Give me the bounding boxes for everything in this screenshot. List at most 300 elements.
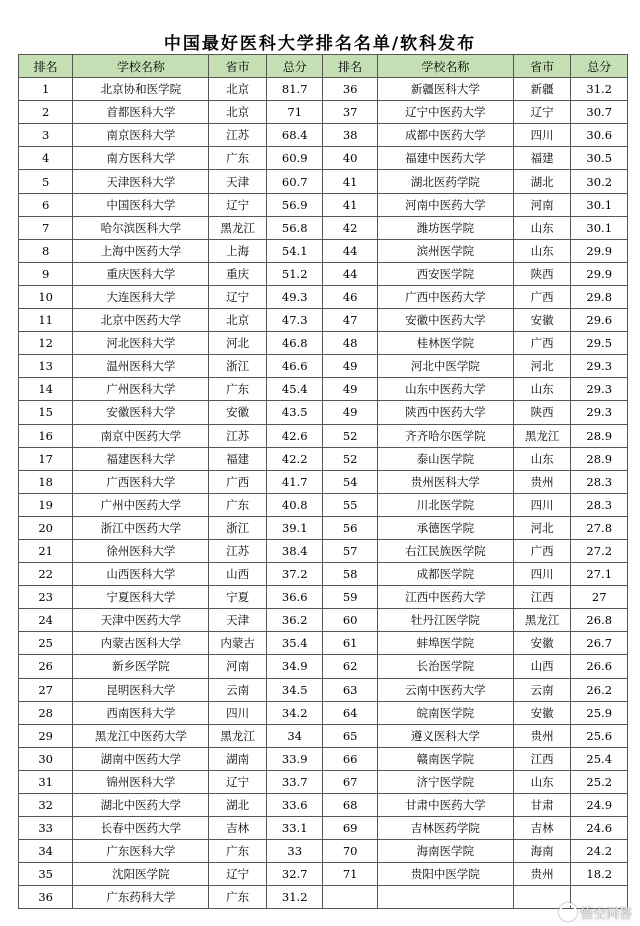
score-cell: 32.7 [266, 863, 323, 886]
province-cell: 浙江 [209, 516, 267, 539]
score-cell: 33 [266, 840, 323, 863]
table-row [19, 609, 628, 632]
province-cell: 辽宁 [513, 101, 571, 124]
school-cell: 济宁医学院 [377, 770, 513, 793]
score-cell: 71 [266, 101, 323, 124]
province-cell: 贵州 [513, 470, 571, 493]
table-row [19, 78, 628, 101]
school-cell: 哈尔滨医科大学 [73, 216, 209, 239]
province-cell: 江西 [513, 586, 571, 609]
province-cell: 吉林 [209, 817, 267, 840]
province-cell: 陕西 [513, 262, 571, 285]
table-row [19, 101, 628, 124]
table-row [19, 724, 628, 747]
score-cell: 33.6 [266, 794, 323, 817]
school-cell: 黑龙江中医药大学 [73, 724, 209, 747]
rank-cell: 37 [323, 101, 377, 124]
table-row [19, 493, 628, 516]
province-cell: 河南 [209, 655, 267, 678]
score-cell: 24.2 [571, 840, 628, 863]
score-cell: 43.5 [266, 401, 323, 424]
table-row [19, 193, 628, 216]
score-cell: 25.4 [571, 747, 628, 770]
rank-cell: 13 [19, 355, 73, 378]
score-cell: 30.1 [571, 193, 628, 216]
score-cell: 26.6 [571, 655, 628, 678]
rank-cell: 24 [19, 609, 73, 632]
score-cell: 60.7 [266, 170, 323, 193]
header-province: 省市 [209, 55, 267, 78]
table-row [19, 586, 628, 609]
score-cell: 29.9 [571, 239, 628, 262]
province-cell: 安徽 [513, 632, 571, 655]
school-cell: 南京医科大学 [73, 124, 209, 147]
speech-bubble-icon [559, 903, 577, 921]
score-cell: 26.2 [571, 678, 628, 701]
table-row [19, 770, 628, 793]
score-cell: 28.9 [571, 424, 628, 447]
rank-cell: 10 [19, 285, 73, 308]
table-header-row [19, 55, 628, 78]
school-cell: 桂林医学院 [377, 332, 513, 355]
school-cell: 成都中医药大学 [377, 124, 513, 147]
school-cell: 成都医学院 [377, 563, 513, 586]
province-cell: 四川 [513, 563, 571, 586]
province-cell: 广东 [209, 886, 267, 909]
score-cell: 30.6 [571, 124, 628, 147]
rank-cell: 3 [19, 124, 73, 147]
school-cell: 皖南医学院 [377, 701, 513, 724]
province-cell: 北京 [209, 309, 267, 332]
score-cell: 35.4 [266, 632, 323, 655]
school-cell: 上海中医药大学 [73, 239, 209, 262]
rank-cell: 29 [19, 724, 73, 747]
province-cell: 辽宁 [209, 285, 267, 308]
table-row [19, 147, 628, 170]
table-row [19, 516, 628, 539]
score-cell: 26.7 [571, 632, 628, 655]
school-cell: 锦州医科大学 [73, 770, 209, 793]
province-cell: 山东 [513, 239, 571, 262]
score-cell: 26.8 [571, 609, 628, 632]
score-cell: 25.9 [571, 701, 628, 724]
rank-cell: 57 [323, 539, 377, 562]
rank-cell: 49 [323, 355, 377, 378]
province-cell: 辽宁 [209, 193, 267, 216]
table-row [19, 170, 628, 193]
rank-cell: 41 [323, 193, 377, 216]
school-cell: 安徽医科大学 [73, 401, 209, 424]
province-cell: 四川 [513, 124, 571, 147]
score-cell: 68.4 [266, 124, 323, 147]
rank-cell: 62 [323, 655, 377, 678]
rank-cell: 14 [19, 378, 73, 401]
rank-cell: 22 [19, 563, 73, 586]
rank-cell: 46 [323, 285, 377, 308]
school-cell: 首都医科大学 [73, 101, 209, 124]
score-cell: 41.7 [266, 470, 323, 493]
rank-cell: 36 [323, 78, 377, 101]
table-row [19, 424, 628, 447]
table-row [19, 747, 628, 770]
rank-cell: 35 [19, 863, 73, 886]
school-cell: 齐齐哈尔医学院 [377, 424, 513, 447]
table-row [19, 447, 628, 470]
score-cell: 29.6 [571, 309, 628, 332]
school-cell: 滨州医学院 [377, 239, 513, 262]
province-cell: 湖北 [513, 170, 571, 193]
school-cell: 大连医科大学 [73, 285, 209, 308]
score-cell: 18.2 [571, 863, 628, 886]
score-cell: 28.3 [571, 493, 628, 516]
province-cell: 上海 [209, 239, 267, 262]
rank-cell: 23 [19, 586, 73, 609]
school-cell: 安徽中医药大学 [377, 309, 513, 332]
table-row [19, 701, 628, 724]
rank-cell: 17 [19, 447, 73, 470]
school-cell: 蚌埠医学院 [377, 632, 513, 655]
score-cell: 30.1 [571, 216, 628, 239]
score-cell: 29.8 [571, 285, 628, 308]
school-cell: 山西医科大学 [73, 563, 209, 586]
school-cell: 陕西中医药大学 [377, 401, 513, 424]
province-cell: 山东 [513, 378, 571, 401]
rank-cell: 9 [19, 262, 73, 285]
school-cell: 西安医学院 [377, 262, 513, 285]
score-cell: 34.9 [266, 655, 323, 678]
rank-cell: 67 [323, 770, 377, 793]
province-cell: 山西 [513, 655, 571, 678]
rank-cell: 42 [323, 216, 377, 239]
school-cell: 辽宁中医药大学 [377, 101, 513, 124]
rank-cell: 60 [323, 609, 377, 632]
header-score: 总分 [571, 55, 628, 78]
score-cell: 30.7 [571, 101, 628, 124]
score-cell: 30.2 [571, 170, 628, 193]
province-cell: 宁夏 [209, 586, 267, 609]
school-cell: 福建中医药大学 [377, 147, 513, 170]
school-cell: 承德医学院 [377, 516, 513, 539]
province-cell: 北京 [209, 101, 267, 124]
rank-cell: 71 [323, 863, 377, 886]
province-cell: 黑龙江 [513, 424, 571, 447]
school-cell: 湖北医药学院 [377, 170, 513, 193]
score-cell: 56.9 [266, 193, 323, 216]
watermark [559, 903, 632, 922]
rank-cell: 28 [19, 701, 73, 724]
rank-cell: 7 [19, 216, 73, 239]
rank-cell: 47 [323, 309, 377, 332]
school-cell: 西南医科大学 [73, 701, 209, 724]
watermark-text: 悟空问答 [579, 907, 632, 922]
school-cell: 川北医学院 [377, 493, 513, 516]
table-row [19, 332, 628, 355]
header-rank: 排名 [19, 55, 73, 78]
rank-cell: 49 [323, 378, 377, 401]
table-row [19, 632, 628, 655]
score-cell: 33.7 [266, 770, 323, 793]
header-school: 学校名称 [73, 55, 209, 78]
table-row [19, 886, 628, 909]
ranking-table [18, 54, 628, 909]
school-cell: 宁夏医科大学 [73, 586, 209, 609]
table-row [19, 470, 628, 493]
school-cell: 牡丹江医学院 [377, 609, 513, 632]
score-cell: 42.6 [266, 424, 323, 447]
score-cell: 24.6 [571, 817, 628, 840]
school-cell: 内蒙古医科大学 [73, 632, 209, 655]
rank-cell: 4 [19, 147, 73, 170]
score-cell: 40.8 [266, 493, 323, 516]
school-cell: 湖南中医药大学 [73, 747, 209, 770]
school-cell: 广州中医药大学 [73, 493, 209, 516]
table-row [19, 563, 628, 586]
rank-cell: 44 [323, 262, 377, 285]
province-cell: 广东 [209, 840, 267, 863]
score-cell: 27.1 [571, 563, 628, 586]
rank-cell: 65 [323, 724, 377, 747]
rank-cell: 31 [19, 770, 73, 793]
table-row [19, 678, 628, 701]
table-row [19, 285, 628, 308]
province-cell: 广西 [513, 285, 571, 308]
rank-cell: 27 [19, 678, 73, 701]
rank-cell: 68 [323, 794, 377, 817]
school-cell: 南方医科大学 [73, 147, 209, 170]
province-cell: 山西 [209, 563, 267, 586]
school-cell: 广东医科大学 [73, 840, 209, 863]
province-cell: 安徽 [209, 401, 267, 424]
school-cell: 广西医科大学 [73, 470, 209, 493]
table-row [19, 124, 628, 147]
rank-cell: 19 [19, 493, 73, 516]
province-cell: 广东 [209, 493, 267, 516]
rank-cell: 11 [19, 309, 73, 332]
rank-cell: 34 [19, 840, 73, 863]
score-cell: 81.7 [266, 78, 323, 101]
rank-cell: 15 [19, 401, 73, 424]
school-cell: 河南中医药大学 [377, 193, 513, 216]
rank-cell: 30 [19, 747, 73, 770]
school-cell: 贵阳中医学院 [377, 863, 513, 886]
school-cell: 赣南医学院 [377, 747, 513, 770]
table-row [19, 401, 628, 424]
province-cell: 广西 [209, 470, 267, 493]
score-cell: 29.3 [571, 378, 628, 401]
school-cell: 长春中医药大学 [73, 817, 209, 840]
school-cell: 徐州医科大学 [73, 539, 209, 562]
school-cell: 广东药科大学 [73, 886, 209, 909]
score-cell: 27.8 [571, 516, 628, 539]
province-cell: 浙江 [209, 355, 267, 378]
province-cell: 广东 [209, 378, 267, 401]
score-cell: 31.2 [266, 886, 323, 909]
province-cell: 云南 [209, 678, 267, 701]
rank-cell [323, 886, 377, 909]
score-cell: 27 [571, 586, 628, 609]
school-cell: 温州医科大学 [73, 355, 209, 378]
table-row [19, 817, 628, 840]
school-cell: 沈阳医学院 [73, 863, 209, 886]
score-cell: 28.3 [571, 470, 628, 493]
score-cell: 46.8 [266, 332, 323, 355]
school-cell: 吉林医药学院 [377, 817, 513, 840]
school-cell: 昆明医科大学 [73, 678, 209, 701]
province-cell: 福建 [513, 147, 571, 170]
rank-cell: 54 [323, 470, 377, 493]
province-cell: 安徽 [513, 309, 571, 332]
rank-cell: 12 [19, 332, 73, 355]
rank-cell: 36 [19, 886, 73, 909]
rank-cell: 38 [323, 124, 377, 147]
school-cell: 甘肃中医药大学 [377, 794, 513, 817]
score-cell: 28.9 [571, 447, 628, 470]
province-cell: 新疆 [513, 78, 571, 101]
score-cell: 25.2 [571, 770, 628, 793]
table-row [19, 262, 628, 285]
province-cell: 辽宁 [209, 863, 267, 886]
rank-cell: 56 [323, 516, 377, 539]
province-cell: 山东 [513, 770, 571, 793]
score-cell: 36.6 [266, 586, 323, 609]
rank-cell: 63 [323, 678, 377, 701]
province-cell: 江苏 [209, 424, 267, 447]
province-cell: 贵州 [513, 863, 571, 886]
province-cell: 吉林 [513, 817, 571, 840]
school-cell: 北京中医药大学 [73, 309, 209, 332]
school-cell: 北京协和医学院 [73, 78, 209, 101]
rank-cell: 16 [19, 424, 73, 447]
rank-cell: 2 [19, 101, 73, 124]
province-cell: 四川 [513, 493, 571, 516]
rank-cell: 32 [19, 794, 73, 817]
rank-cell: 61 [323, 632, 377, 655]
score-cell: 37.2 [266, 563, 323, 586]
province-cell: 广西 [513, 539, 571, 562]
province-cell: 甘肃 [513, 794, 571, 817]
header-school: 学校名称 [377, 55, 513, 78]
school-cell: 泰山医学院 [377, 447, 513, 470]
province-cell: 天津 [209, 609, 267, 632]
table-row [19, 355, 628, 378]
score-cell: 24.9 [571, 794, 628, 817]
school-cell: 天津中医药大学 [73, 609, 209, 632]
province-cell: 湖北 [209, 794, 267, 817]
header-province: 省市 [513, 55, 571, 78]
rank-cell: 6 [19, 193, 73, 216]
rank-cell: 5 [19, 170, 73, 193]
school-cell: 遵义医科大学 [377, 724, 513, 747]
table-body [19, 78, 628, 909]
school-cell: 海南医学院 [377, 840, 513, 863]
score-cell: 33.9 [266, 747, 323, 770]
rank-cell: 40 [323, 147, 377, 170]
score-cell: 56.8 [266, 216, 323, 239]
province-cell: 湖南 [209, 747, 267, 770]
score-cell: 25.6 [571, 724, 628, 747]
table-row [19, 216, 628, 239]
score-cell: 34.5 [266, 678, 323, 701]
school-cell: 南京中医药大学 [73, 424, 209, 447]
school-cell [377, 886, 513, 909]
rank-cell: 1 [19, 78, 73, 101]
province-cell: 黑龙江 [513, 609, 571, 632]
score-cell: 47.3 [266, 309, 323, 332]
province-cell: 广东 [209, 147, 267, 170]
rank-cell: 20 [19, 516, 73, 539]
page-title: 中国最好医科大学排名名单/软科发布 [163, 34, 477, 54]
score-cell: 36.2 [266, 609, 323, 632]
score-cell: 31.2 [571, 78, 628, 101]
score-cell: 29.3 [571, 355, 628, 378]
province-cell: 四川 [209, 701, 267, 724]
school-cell: 河北中医学院 [377, 355, 513, 378]
rank-cell: 49 [323, 401, 377, 424]
score-cell: 34.2 [266, 701, 323, 724]
score-cell: 29.9 [571, 262, 628, 285]
score-cell: 27.2 [571, 539, 628, 562]
province-cell: 云南 [513, 678, 571, 701]
rank-cell: 18 [19, 470, 73, 493]
score-cell: 34 [266, 724, 323, 747]
school-cell: 新疆医科大学 [377, 78, 513, 101]
school-cell: 湖北中医药大学 [73, 794, 209, 817]
province-cell: 黑龙江 [209, 724, 267, 747]
province-cell: 山东 [513, 216, 571, 239]
rank-cell: 69 [323, 817, 377, 840]
score-cell: 29.3 [571, 401, 628, 424]
school-cell: 福建医科大学 [73, 447, 209, 470]
score-cell: 46.6 [266, 355, 323, 378]
school-cell: 广州医科大学 [73, 378, 209, 401]
province-cell: 河南 [513, 193, 571, 216]
school-cell: 广西中医药大学 [377, 285, 513, 308]
province-cell: 陕西 [513, 401, 571, 424]
school-cell: 天津医科大学 [73, 170, 209, 193]
rank-cell: 8 [19, 239, 73, 262]
school-cell: 山东中医药大学 [377, 378, 513, 401]
school-cell: 贵州医科大学 [377, 470, 513, 493]
score-cell: 51.2 [266, 262, 323, 285]
score-cell: 29.5 [571, 332, 628, 355]
rank-cell: 48 [323, 332, 377, 355]
province-cell: 内蒙古 [209, 632, 267, 655]
score-cell: 60.9 [266, 147, 323, 170]
rank-cell: 21 [19, 539, 73, 562]
rank-cell: 64 [323, 701, 377, 724]
school-cell: 浙江中医药大学 [73, 516, 209, 539]
score-cell: 42.2 [266, 447, 323, 470]
score-cell: 49.3 [266, 285, 323, 308]
rank-cell: 25 [19, 632, 73, 655]
score-cell: 39.1 [266, 516, 323, 539]
rank-cell: 55 [323, 493, 377, 516]
table-row [19, 655, 628, 678]
province-cell: 河北 [513, 355, 571, 378]
score-cell: 38.4 [266, 539, 323, 562]
table-row [19, 378, 628, 401]
province-cell: 广西 [513, 332, 571, 355]
province-cell: 辽宁 [209, 770, 267, 793]
province-cell: 山东 [513, 447, 571, 470]
table-row [19, 239, 628, 262]
province-cell: 天津 [209, 170, 267, 193]
school-cell: 江西中医药大学 [377, 586, 513, 609]
table-row [19, 309, 628, 332]
school-cell: 长治医学院 [377, 655, 513, 678]
province-cell: 河北 [513, 516, 571, 539]
rank-cell: 33 [19, 817, 73, 840]
